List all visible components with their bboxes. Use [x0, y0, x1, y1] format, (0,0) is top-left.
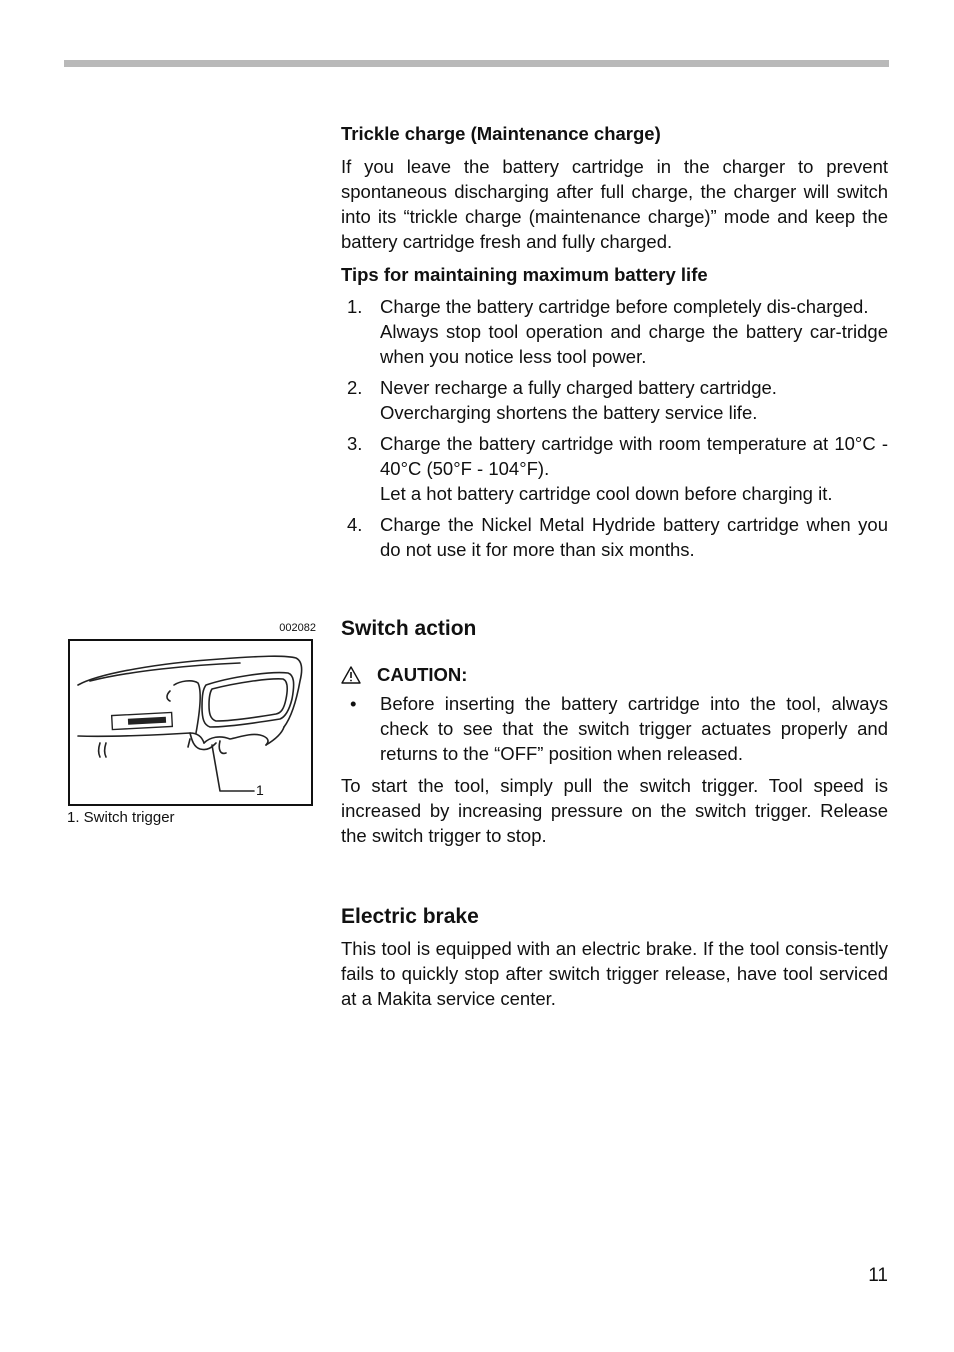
- caution-bullet: [341, 691, 888, 766]
- warning-triangle-icon: [341, 666, 361, 684]
- battery-section: [341, 121, 888, 562]
- header-rule: [64, 60, 889, 67]
- list-number: 1.: [347, 296, 363, 317]
- figure-caption: 1. Switch trigger: [67, 809, 175, 826]
- page-number: 11: [868, 1265, 888, 1286]
- list-line: Never recharge a fully charged battery cartridge.: [380, 377, 777, 398]
- switch-trigger-illustration-icon: [70, 641, 311, 804]
- electric-brake-section: [341, 904, 888, 1011]
- tips-heading: Tips for maintaining maximum battery life: [341, 264, 708, 285]
- list-number: 4.: [347, 514, 363, 535]
- list-item: [341, 512, 888, 562]
- electric-brake-heading: Electric brake: [341, 905, 479, 928]
- list-line: Charge the battery cartridge with room temperature at 10°C - 40°C (50°F - 104°F).: [380, 433, 888, 479]
- list-line: Overcharging shortens the battery service life.: [380, 402, 758, 423]
- caution-label: [341, 662, 888, 687]
- electric-brake-body: This tool is equipped with an electric brake. If the tool consis-tently fails to quickly stop after switch trigger release, have tool serviced at a Makita service center.: [341, 938, 888, 1009]
- list-item: [341, 431, 888, 506]
- tips-list: [341, 294, 888, 562]
- list-item: [341, 375, 888, 425]
- list-line: Charge the Nickel Metal Hydride battery cartridge when you do not use it for more than six months.: [380, 514, 888, 560]
- switch-action-heading: Switch action: [341, 617, 477, 640]
- list-line: Always stop tool operation and charge the battery car-tridge when you notice less tool power.: [380, 321, 888, 367]
- caution-text: CAUTION:: [377, 664, 468, 685]
- switch-action-section: [341, 616, 888, 848]
- list-number: 2.: [347, 377, 363, 398]
- trickle-heading: Trickle charge (Maintenance charge): [341, 123, 661, 144]
- switch-action-body: To start the tool, simply pull the switch trigger. Tool speed is increased by increasing pressure on the switch trigger. Release the switch trigger to stop.: [341, 775, 888, 846]
- caution-bullet-text: Before inserting the battery cartridge into the tool, always check to see that the switch trigger actuates properly and returns to the “OFF” position when released.: [380, 693, 888, 764]
- list-item: [341, 294, 888, 369]
- list-number: 3.: [347, 433, 363, 454]
- bullet-dot: •: [350, 693, 357, 714]
- list-line: Let a hot battery cartridge cool down before charging it.: [380, 483, 833, 504]
- figure-callout: 1: [256, 782, 264, 798]
- switch-trigger-figure: [68, 639, 313, 806]
- trickle-body: If you leave the battery cartridge in the charger to prevent spontaneous discharging after full charge, the charger will switch into its “trickle charge (maintenance charge)” mode and keep the battery cartridge fresh and fully charged.: [341, 156, 888, 252]
- figure-code: 002082: [279, 622, 316, 634]
- list-line: Charge the battery cartridge before completely dis-charged.: [380, 296, 869, 317]
